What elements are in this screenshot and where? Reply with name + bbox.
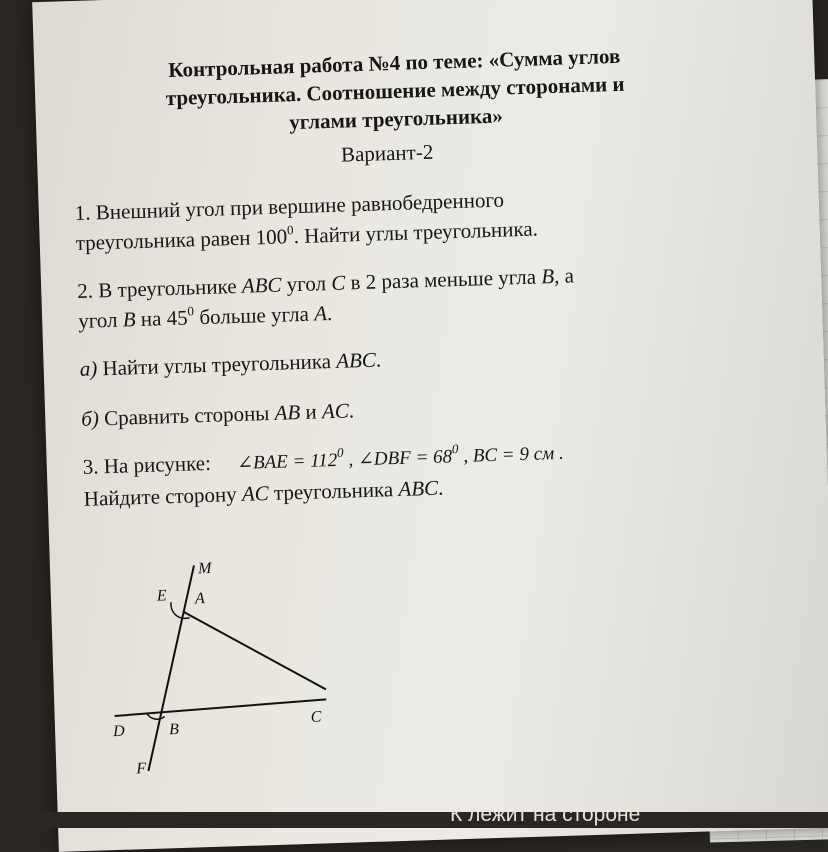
triangle-figure xyxy=(90,549,337,786)
page-title xyxy=(74,39,716,143)
angle-bae-arc xyxy=(171,602,190,619)
task-3-line-2: Найдите сторону AC треугольника ABC. xyxy=(83,475,444,511)
label-d: D xyxy=(112,722,125,741)
task-1-line-2: треугольника равен $100^0$. Найти углы треугольника. xyxy=(75,216,539,255)
label-f: F xyxy=(136,760,147,778)
bottom-dark-edge xyxy=(0,812,828,828)
worksheet-page xyxy=(32,0,828,852)
label-b: B xyxy=(168,721,180,739)
line-mf xyxy=(142,565,200,771)
title-line: углами треугольника» xyxy=(288,103,504,135)
title-line: треугольника. Соотношение между сторонами и xyxy=(165,71,625,111)
next-page-text: К лежит на стороне xyxy=(450,803,641,826)
task-2-line-1: 2. В треугольнике ABC угол C в 2 раза меньше угла B, а xyxy=(76,263,575,303)
task-2-line-2: угол B на $45^0$ больше угла A. xyxy=(77,300,333,333)
task-3-formula: ∠BAE = $112^0$ , ∠DBF = $68^0$ , BC = 9 см . xyxy=(236,441,565,475)
task-3-line-1: 3. На рисунке: ∠BAE = $112^0$ , ∠DBF = $68^0$ , BC = 9 см . xyxy=(82,441,565,479)
variant-label: Вариант-2 xyxy=(340,139,434,167)
label-a: A xyxy=(194,590,206,608)
side-ac xyxy=(183,607,326,693)
task-1-line-1: 1. Внешний угол при вершине равнобедренного xyxy=(74,187,505,226)
task-2a: а) Найти углы треугольника ABC. xyxy=(79,347,382,381)
label-e: E xyxy=(156,587,167,605)
label-m: M xyxy=(197,559,212,578)
label-c: C xyxy=(310,708,322,726)
task-2b: б) Сравнить стороны AB и AC. xyxy=(80,398,355,431)
title-line: Контрольная работа №4 по теме: «Сумма углов xyxy=(167,43,621,83)
